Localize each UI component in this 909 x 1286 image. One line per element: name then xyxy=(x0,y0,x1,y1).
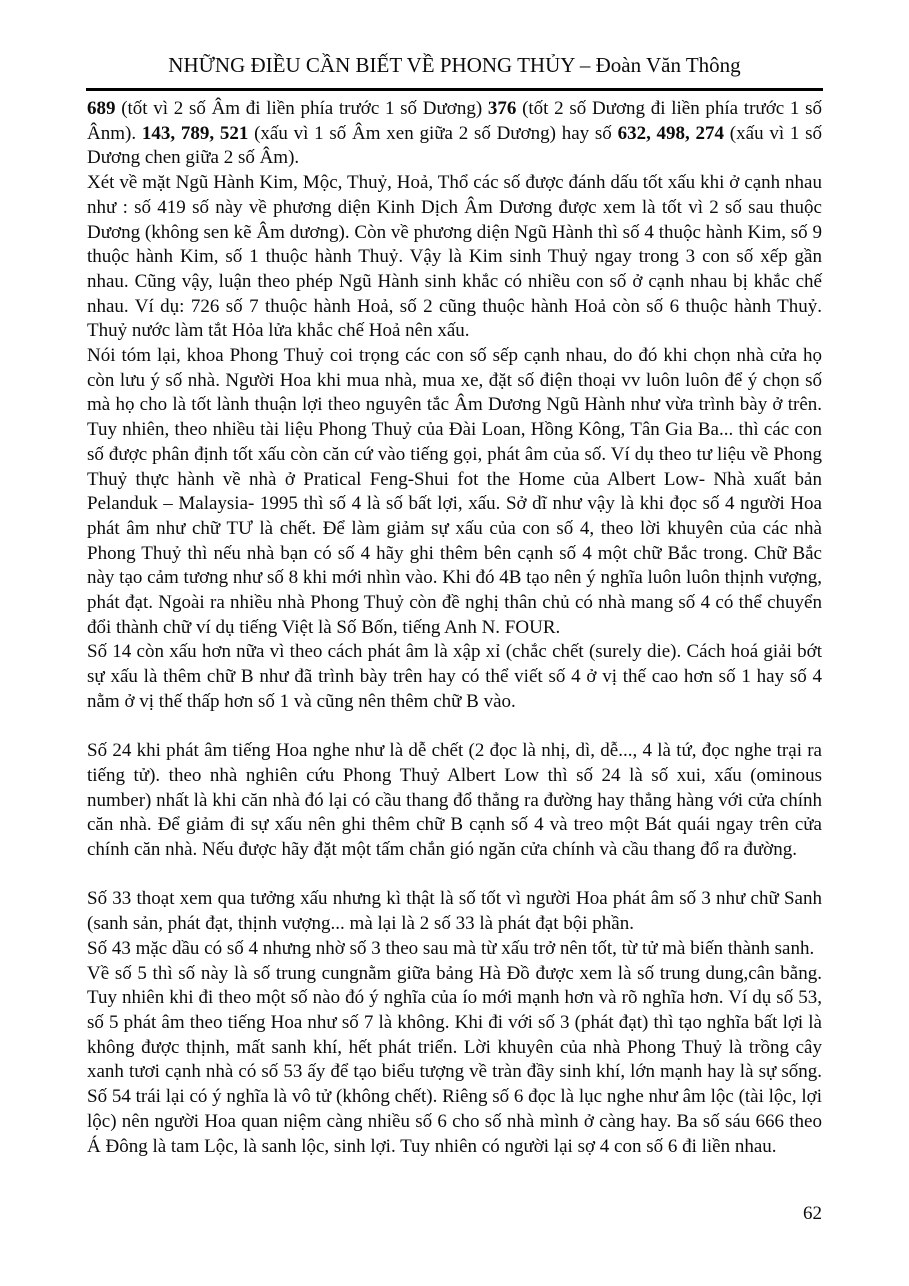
header-divider-rule xyxy=(86,88,823,91)
running-head-title: NHỮNG ĐIỀU CẦN BIẾT VỀ PHONG THỦY – Đoàn Văn Thông xyxy=(168,53,741,77)
paragraph-so-24: Số 24 khi phát âm tiếng Hoa nghe như là dễ chết (2 đọc là nhị, dì, dễ..., 4 là tứ, đọc nghe trại ra tiếng tử). theo nhà nghiên cứu Phong Thuỷ Albert Low thì số 24 là số xui, xấu (ominous number) nhất là khi căn nhà đó lại có cầu thang đổ thẳng ra đường hay thẳng hàng với cửa chính căn nhà. Để giảm đi sự xấu nên ghi thêm chữ B cạnh số 4 và treo một Bát quái ngay trên cửa chính căn nhà. Nếu được hãy đặt một tấm chắn gió ngăn cửa chính và cầu thang đổ ra đường. xyxy=(87,740,822,861)
text-run: (tốt vì 2 số Âm đi liền phía trước 1 số Dương) xyxy=(115,98,488,119)
text-run: (xấu vì 1 số Âm xen giữa 2 số Dương) hay số xyxy=(248,122,618,144)
paragraph-noi-tom-lai: Nói tóm lại, khoa Phong Thuỷ coi trọng các con số sếp cạnh nhau, do đó khi chọn nhà cửa họ còn lưu ý số nhà. Người Hoa khi mua nhà, mua xe, đặt số điện thoại vv luôn luôn để ý chọn số mà họ cho là tốt lành thuận lợi theo nguyên tắc Âm Dương Ngũ Hành như vừa trình bày ở trên. Tuy nhiên, theo nhiều tài liệu Phong Thuỷ của Đài Loan, Hồng Kông, Tân Gia Ba... thì các con số được phân định tốt xấu còn căn cứ vào tiếng gọi, phát âm của số. Ví dụ theo tư liệu về Phong Thuỷ thực hành về nhà ở Pratical Feng-Shui fot the Home của Albert Low- Nhà xuất bản Pelanduk – Malaysia- 1995 thì số 4 là số bất lợi, xấu. Sở dĩ như vậy là khi đọc số 4 người Hoa phát âm như chữ TƯ là chết. Để làm giảm sự xấu của con số 4, theo lời khuyên của các nhà Phong Thuỷ thì nếu nhà bạn có số 4 hãy ghi thêm bên cạnh số 4 một chữ Bắc trong. Chữ Bắc này tạo cảm tương như số 8 khi mới nhìn vào. Khi đó 4B tạo nên ý nghĩa luôn luôn thịnh vượng, phát đạt. Ngoài ra nhiều nhà Phong Thuỷ còn đề nghị thân chủ có nhà mang số 4 có thể chuyển đổi thành chữ ví dụ tiếng Việt là Số Bốn, tiếng Anh N. FOUR. xyxy=(87,345,822,638)
page-footer xyxy=(87,1202,822,1226)
page-number: 62 xyxy=(803,1203,822,1224)
bold-number-376: 376 xyxy=(487,98,517,119)
text-run: (xấu vì 1 số Dương chen giữa 2 số Âm). xyxy=(87,122,822,169)
paragraph-so-33: Số 33 thoạt xem qua tưởng xấu nhưng kì thật là số tốt vì người Hoa phát âm số 3 như chữ Sanh (sanh sản, phát đạt, thịnh vượng... mà lại là 2 số 33 là phát đạt bội phần. xyxy=(87,888,822,935)
paragraph-so-14: Số 14 còn xấu hơn nữa vì theo cách phát âm là xập xỉ (chắc chết (surely die). Cách hoá giải bớt sự xấu là thêm chữ B như đã trình bày trên hay có thể viết số 4 ở vị thế cao hơn số 1 hay số 4 nằm ở vị thế thấp hơn số 1 và cũng nên thêm chữ B vào. xyxy=(87,641,822,712)
text-run: (tốt 2 số Dương đi liền phía trước 1 số Ânm). xyxy=(87,98,822,144)
bold-numbers-143-789-521: 143, 789, 521 xyxy=(141,122,249,144)
bold-number-689: 689 xyxy=(87,98,116,119)
paragraph-ngu-hanh: Xét về mặt Ngũ Hành Kim, Mộc, Thuỷ, Hoả, Thổ các số được đánh dấu tốt xấu khi ở cạnh nhau như : số 419 số này về phương diện Kinh Dịch Âm Dương được xem là tốt vì 2 số sau thuộc Dương (không sen kẽ Âm dương). Còn về phương diện Ngũ Hành thì số 4 thuộc hành Kim, số 9 thuộc hành Kim, số 1 thuộc hành Thuỷ. Vậy là Kim sinh Thuỷ ngay trong 3 con số xếp gần nhau. Cũng vậy, luận theo phép Ngũ Hành sinh khắc có nhiều con số ở cạnh nhau bị khắc chế nhau. Ví dụ: 726 số 7 thuộc hành Hoả, số 2 cũng thuộc hành Hoả còn số 6 thuộc hành Thuỷ. Thuỷ nước làm tắt Hỏa lửa khắc chế Hoả nên xấu. xyxy=(87,172,822,342)
blank-line xyxy=(87,863,822,888)
paragraph-so-5: Về số 5 thì số này là số trung cungnằm giữa bảng Hà Đồ được xem là số trung dung,cân bằng. Tuy nhiên khi đi theo một số nào đó ý nghĩa của ío mới mạnh hơn và rõ nghĩa hơn. Ví dụ số 53, số 5 phát âm theo tiếng Hoa như số 7 là không. Khi đi với số 3 (phát đạt) thì tạo nghĩa bất lợi là không được thịnh, mất sanh khí, hết phát triển. Lời khuyên của nhà Phong Thuỷ là trồng cây xanh tươi cạnh nhà có số 53 ấy để tạo biểu tượng về tràn đầy sinh khí, lớn mạnh hay là sự sống. Số 54 trái lại có ý nghĩa là vô tử (không chết). Riêng số 6 đọc là lục nghe như âm lộc (tài lộc, lợi lộc) nên người Hoa quan niệm càng nhiều số 6 cho số nhà mình ở càng hay. Ba số sáu 666 theo Á Đông là tam Lộc, là sanh lộc, sinh lợi. Tuy nhiên có người lại sợ 4 con số 6 đi liền nhau. xyxy=(87,962,822,1157)
paragraph-so-43: Số 43 mặc dầu có số 4 nhưng nhờ số 3 theo sau mà từ xấu trở nên tốt, từ tử mà biến thành sanh. xyxy=(87,937,815,959)
bold-numbers-632-498-274: 632, 498, 274 xyxy=(617,122,725,144)
page-body xyxy=(87,97,822,1159)
blank-line xyxy=(87,715,822,740)
paragraph-number-combinations xyxy=(87,97,822,171)
